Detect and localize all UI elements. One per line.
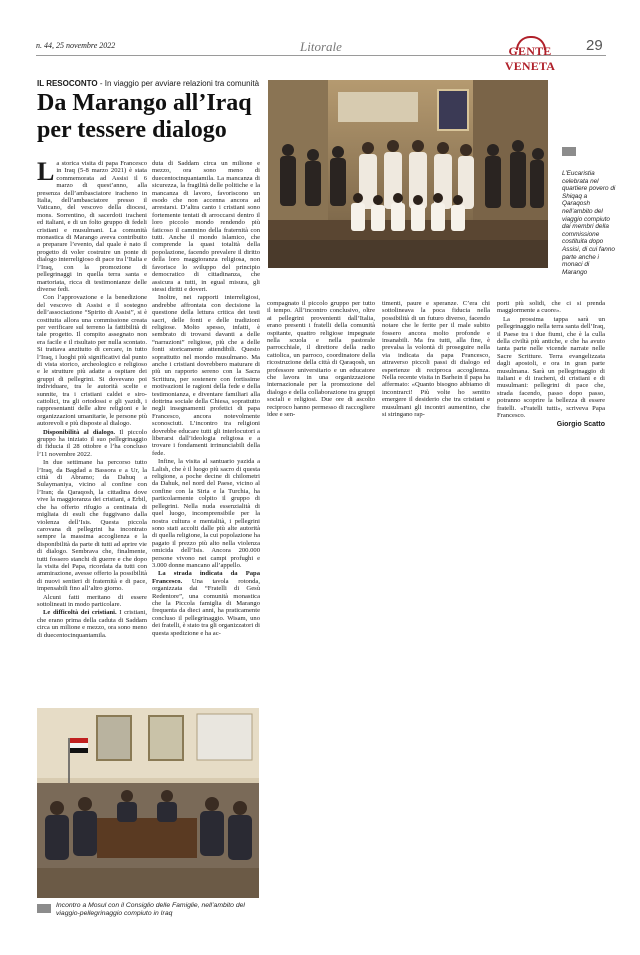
paragraph: timenti, paure e speranze. C’era chi sottolineava la poca fiducia nella possibilità di un futuro diverso, facendo notare che le ferite per il male subito fossero ancora molto profonde e insanabili. Ma fra tutti, alla fine, è prevalsa la volontà di proseguire nella via indicata da papa Francesco, attraverso piccoli passi di dialogo ed esperienze di reciproca accoglienza. Nella recente visita in Barhein il papa ha affermato: «Quanto bisogno abbiamo di incontrarci! Più volte ho sentito emergere il desiderio che tra cristiani e musulmani gli incontri aumentino, che si stringano rap- (382, 300, 490, 419)
subheading: Le difficoltà dei cristiani. (43, 609, 117, 617)
page-number: 29 (586, 37, 603, 54)
kicker-label: IL RESOCONTO (37, 79, 98, 88)
photo-mosul-meeting (37, 708, 259, 898)
caption-marker (562, 147, 576, 156)
paragraph: Il piccolo gruppo ha iniziato il suo pellegrinaggio di fiducia il 28 ottobre e l’ha concluso l’11 novembre 2022. (37, 428, 147, 458)
paragraph: La prossima tappa sarà un pellegrinaggio nella terra santa dell’Iraq, il Paese tra i due fiumi, che è la culla della civiltà più antiche, e che ha avuto tanta parte nelle vicende narrate nelle Sacre Scritture. Terra evangelizzata dagli apostoli, e ora in gran parte musulmana. Sarà un pellegrinaggio di italiani e di iracheni, di cristiani e di musulmani: pellegrini di pace che, strada facendo, passo dopo passo, potranno scoprire la bellezza di essere fratelli. «Fratelli tutti», scriveva Papa Francesco. (497, 315, 605, 420)
paragraph: Infine, la visita al santuario yazida a Lalish, che è il luogo più sacro di questa religione, a poche decine di chilometri da Dahuk, nel nord del Paese, vicino al confine con la Siria e la Turchia, ha particolarmente colpito il gruppo di pellegrini. Nella nuda essenzialità di quel luogo, incomprensibile per la nostra cultura e mentalità, i pellegrini sono stati accolti dalle più alte autorità di quella religione, la cui popolazione ha pagato il prezzo più alto nella violenza omicida dell’Isis. Ancora 200.000 persone vivono nei campi profughi e 3.000 donne mancano all’appello. (152, 458, 260, 569)
logo-text: GENTE VENETA (504, 44, 556, 73)
paragraph: Inoltre, nei rapporti interreligiosi, andrebbe affrontata con decisione la questione della lettura critica dei testi sacri, delle fonti e delle tradizioni religiose. Molto spesso, infatti, è sembrato di trovarsi davanti a delle “narrazioni” religiose, più che a delle fonti storicamente attendibili. Questo soprattutto nel mondo musulmano. Ma anche i cristiani dovrebbero maturare di più un rapporto sereno con la Sacra Scrittura, per sostenere con fortissime motivazioni le ragioni della fede e della testimonianza, e diventare familiari alla dottrina sociale della Chiesa, soprattutto negli insegnamenti profetici di papa Francesco, ancora notevolmente sconosciuti. L’incontro tra religioni dovrebbe educare tutti gli interlocutori a liberarsi dall’ideologia religiosa e a trovare i fondamenti irrinunciabili della fede. (152, 294, 260, 457)
paragraph: Alcuni fatti meritano di essere sottolineati in modo particolare. (37, 593, 147, 608)
newspaper-logo (488, 38, 572, 73)
paragraph: compagnato il piccolo gruppo per tutto il tempo. All’incontro conclusivo, oltre ai pellegrini provenienti dall’Italia, erano presenti i fratelli della comunità ospitante, quattro religiose impegnate nella scuola e nella pastorale parrocchiale, il direttore della radio cattolica, un parroco, coordinatore della ricostruzione della città di Qaraqosh, un professore universitario e un educatore che lavora in una organizzazione internazionale per la promozione del dialogo e della collaborazione tra gruppi sociali e religiosi. Due ore di ascolto reciproco hanno permesso di raccogliere idee e sen- (267, 300, 375, 419)
photo-eucharist-qaraqosh (268, 80, 548, 268)
drop-cap: L (37, 160, 55, 186)
section-name: Litorale (300, 39, 342, 54)
text-column-3 (267, 300, 375, 440)
text-column-5 (497, 300, 605, 460)
paragraph: duta di Saddam circa un milione e mezzo, ora sono meno di duecentocinquantamila. La mancanza di sicurezza, la fragilità delle politiche e la mancanza di lavoro, favoriscono un esodo che non accenna ancora ad arrestarsi. D’altra canto i cristiani sono fortemente tentati di arroccarsi dentro il loro piccolo mondo rendendo più faticoso il cammino della fraternità con tutti. Anche il mondo islamico, che comprende la quasi totalità della popolazione, facendo prevalere il diritto della loro maggioranza religiosa, non favorisce lo sviluppo del principio democratico di cittadinanza, che assicura a tutti, in egual misura, gli stessi diritti e doveri. (152, 160, 260, 293)
photo-caption-eucharist: L’Eucaristia celebrata nel quartiere povero di Shiqaq a Qaraqosh nell’ambito del viaggio compiuto dai membri della commissione costituita dopo Assisi, di cui fanno parte anche i monaci di Marango (562, 170, 616, 276)
header-divider (36, 55, 606, 56)
text-column-4 (382, 300, 490, 440)
paragraph: In due settimane ha percorso tutto l’Iraq, da Bagdad a Bassora e a Ur, la città di Abramo; da Dahuq a Sulaymaniya, vicino al confine con l’Iran; da Qaraqosh, la cittadina dove vive la maggioranza dei cristiani, a Erbil, che ha offerto rifugio a centinaia di migliaia di esuli che fuggivano dalla violenza dell’Isis. Questa piccola carovana di pellegrini ha incontrato sempre la massima accoglienza e la disponibilità da parte di tutti ad aprire vie di dialogo. Sembrava che, finalmente, tutti fossero stanchi di guerre e che dopo la visita del Papa, ricordata da tutti con ammirazione, avesse offerto la possibilità di nuovi sentieri di fraternità e di pace, impensabili fino all’altro giorno. (37, 459, 147, 593)
paragraph: a storica visita di papa Francesco in Iraq (5-8 marzo 2021) è stata commemorata ad Assisi il 6 marzo di quest’anno, alla presenza dell’ambasciatore iracheno in Italia, dell’ambasciatore presso il Vaticano, del vescovo della diocesi, mons. Sorrentino, di sacerdoti iracheni ed italiani, e di un folto gruppo di fedeli cristiani e musulmani. La comunità monastica di Marango aveva contribuito a preparare l’evento, dal quale è nato il progetto di voler costruire un ponte di dialogo interreligioso di pace tra l’Italia e l’Iraq, con la promozione di pellegrinaggi in quella terra santa e martoriata, ricca di testimonianze delle diverse fedi. (37, 160, 147, 293)
subheading: Disponibilità al dialogo. (43, 428, 116, 436)
paragraph: I cristiani, che erano prima della caduta di Saddam circa un milione e mezzo, ora sono meno di duecentocinquantamila. (37, 609, 147, 639)
photo-meeting-image (37, 708, 259, 898)
article-title: Da Marango all’Iraq per tessere dialogo (37, 90, 252, 143)
subheading: La strada indicata da Papa Francesco. (152, 570, 260, 585)
caption-marker (37, 904, 51, 913)
article-kicker (37, 79, 259, 88)
kicker-text: - In viaggio per avviare relazioni tra comunità (97, 79, 260, 88)
author-signature: Giorgio Scatto (556, 420, 605, 428)
photo-group-image (268, 80, 548, 268)
paragraph: porti più solidi, che ci si prenda maggiormente a cuore». (497, 300, 605, 315)
paragraph: Una tavola rotonda, organizzata dai “Fratelli di Gesù Redentore”, una comunità monastica che la Piccola famiglia di Marango frequenta da dieci anni, ha praticamente concluso il pellegrinaggio. Wisam, uno dei fratelli, è stato tra gli organizzatori di questa spedizione e ha ac- (152, 577, 260, 637)
issue-info: n. 44, 25 novembre 2022 (36, 41, 116, 50)
text-column-2 (152, 160, 260, 695)
paragraph: Con l’approvazione e la benedizione del vescovo di Assisi e il sostegno dell’associazione “Spirito di Assisi”, si è costituita allora una commissione creata per verificare sul terreno la fattibilità di tale progetto. Il compito assegnato non era facile e il risultato per nulla scontato. Si trattava anzitutto di cercare, in tutto l’Iraq, i luoghi più significativi dal punto di vista storico, archeologico e religioso e le strutture più adatte a ospitare dei gruppi di pellegrini. Si dovevano poi individuare, tra le autorità scelte e sunnite, tra i cristiani caldei e siro-cattolici, tra gli ortodossi e gli yazidi, i rappresentanti delle altre religioni e le organizzazioni umanitarie, le persone più autorevoli e più disposte al dialogo. (37, 294, 147, 428)
photo-caption-mosul: Incontro a Mosul con il Consiglio delle Famiglie, nell’ambito del viaggio-pellegrinaggio compiuto in Iraq (56, 902, 245, 917)
